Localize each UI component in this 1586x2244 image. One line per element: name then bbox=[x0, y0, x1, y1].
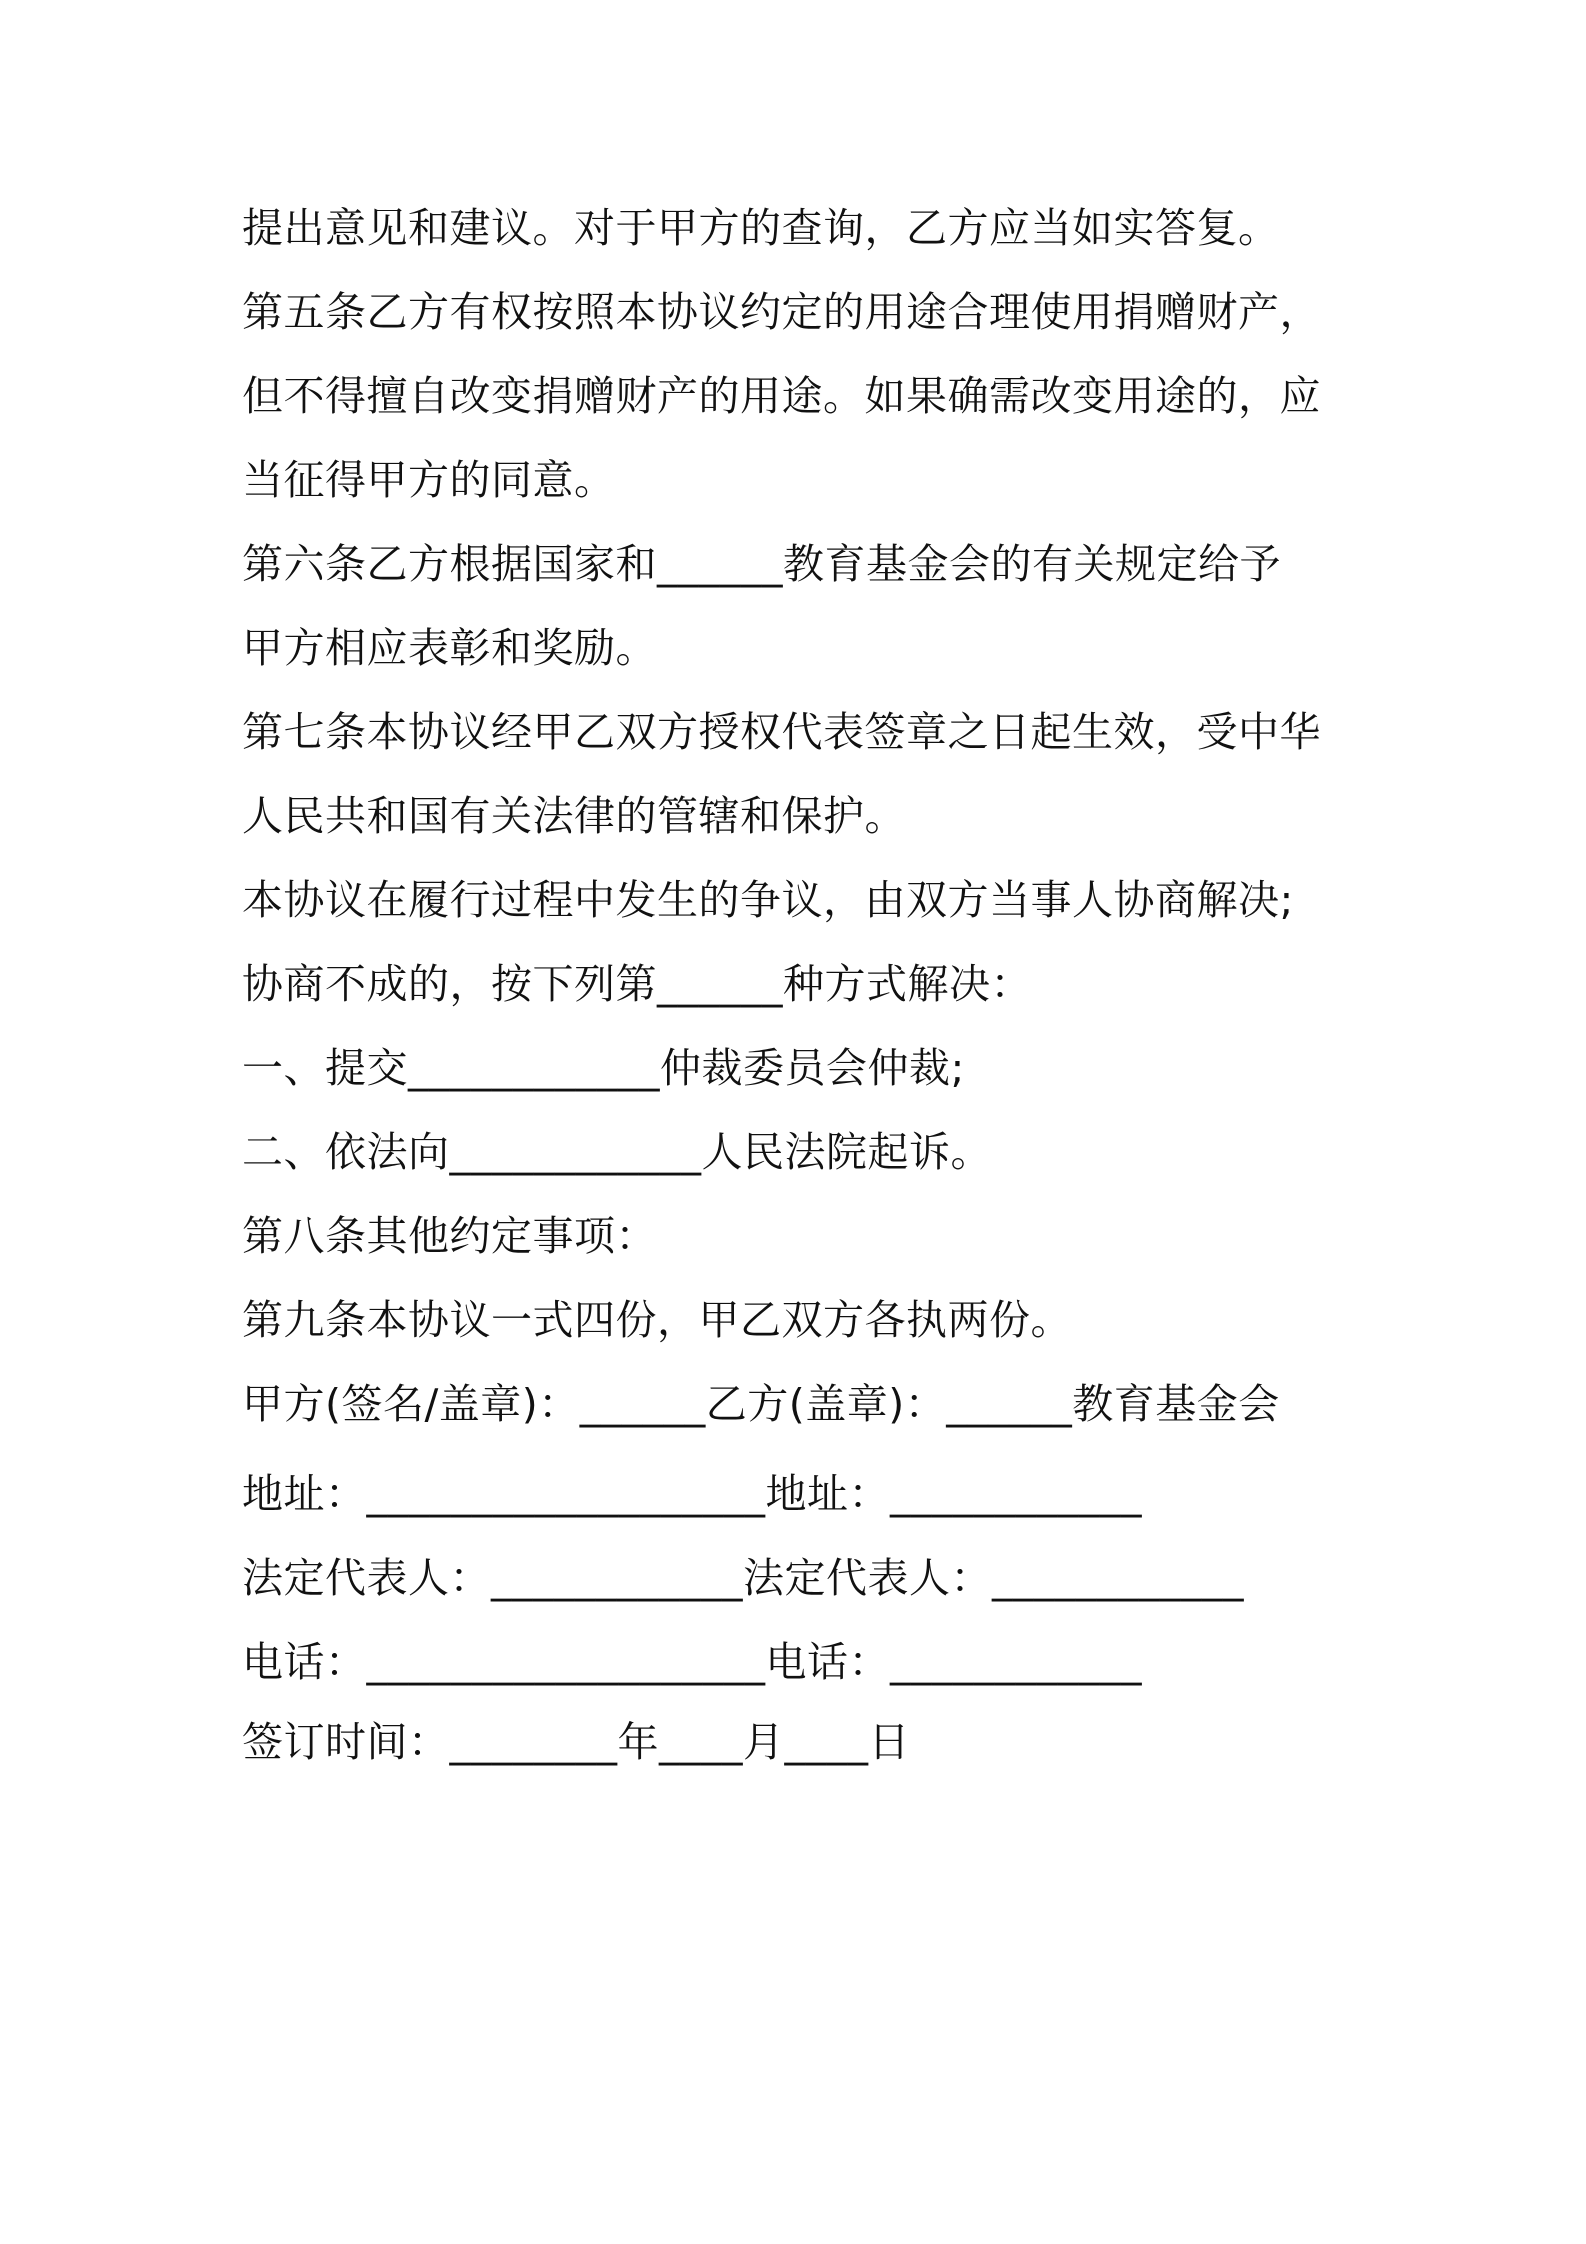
article-6: 第六条乙方根据国家和______教育基金会的有关规定给予 bbox=[242, 540, 1281, 588]
text-line-2: 第五条乙方有权按照本协议约定的用途合理使用捐赠财产， bbox=[242, 288, 1321, 336]
text-line-9: 本协议在履行过程中发生的争议，由双方当事人协商解决; bbox=[242, 876, 1294, 924]
text-line-8: 人民共和国有关法律的管辖和保护。 bbox=[242, 792, 906, 840]
phone-line: 电话：___________________电话：____________ bbox=[242, 1638, 1142, 1686]
legal-representative-line: 法定代表人：____________法定代表人：____________ bbox=[242, 1554, 1244, 1602]
signature-parties: 甲方(签名/盖章)：______乙方(盖章)：______教育基金会 bbox=[242, 1380, 1280, 1428]
address-line: 地址：___________________地址：____________ bbox=[242, 1470, 1142, 1518]
text-line-3: 但不得擅自改变捐赠财产的用途。如果确需改变用途的，应 bbox=[242, 372, 1321, 420]
option-court: 二、依法向____________人民法院起诉。 bbox=[242, 1128, 992, 1176]
text-line-1: 提出意见和建议。对于甲方的查询，乙方应当如实答复。 bbox=[242, 204, 1280, 252]
signing-date-line: 签订时间：________年____月____日 bbox=[242, 1718, 910, 1766]
article-7: 第七条本协议经甲乙双方授权代表签章之日起生效，受中华 bbox=[242, 708, 1321, 756]
article-9: 第九条本协议一式四份，甲乙双方各执两份。 bbox=[242, 1296, 1072, 1344]
text-line-4: 当征得甲方的同意。 bbox=[242, 456, 616, 504]
option-arbitration: 一、提交____________仲裁委员会仲裁; bbox=[242, 1044, 965, 1092]
text-line-10: 协商不成的，按下列第______种方式解决： bbox=[242, 960, 1032, 1008]
text-line-6: 甲方相应表彰和奖励。 bbox=[242, 624, 657, 672]
article-8: 第八条其他约定事项： bbox=[242, 1212, 657, 1260]
